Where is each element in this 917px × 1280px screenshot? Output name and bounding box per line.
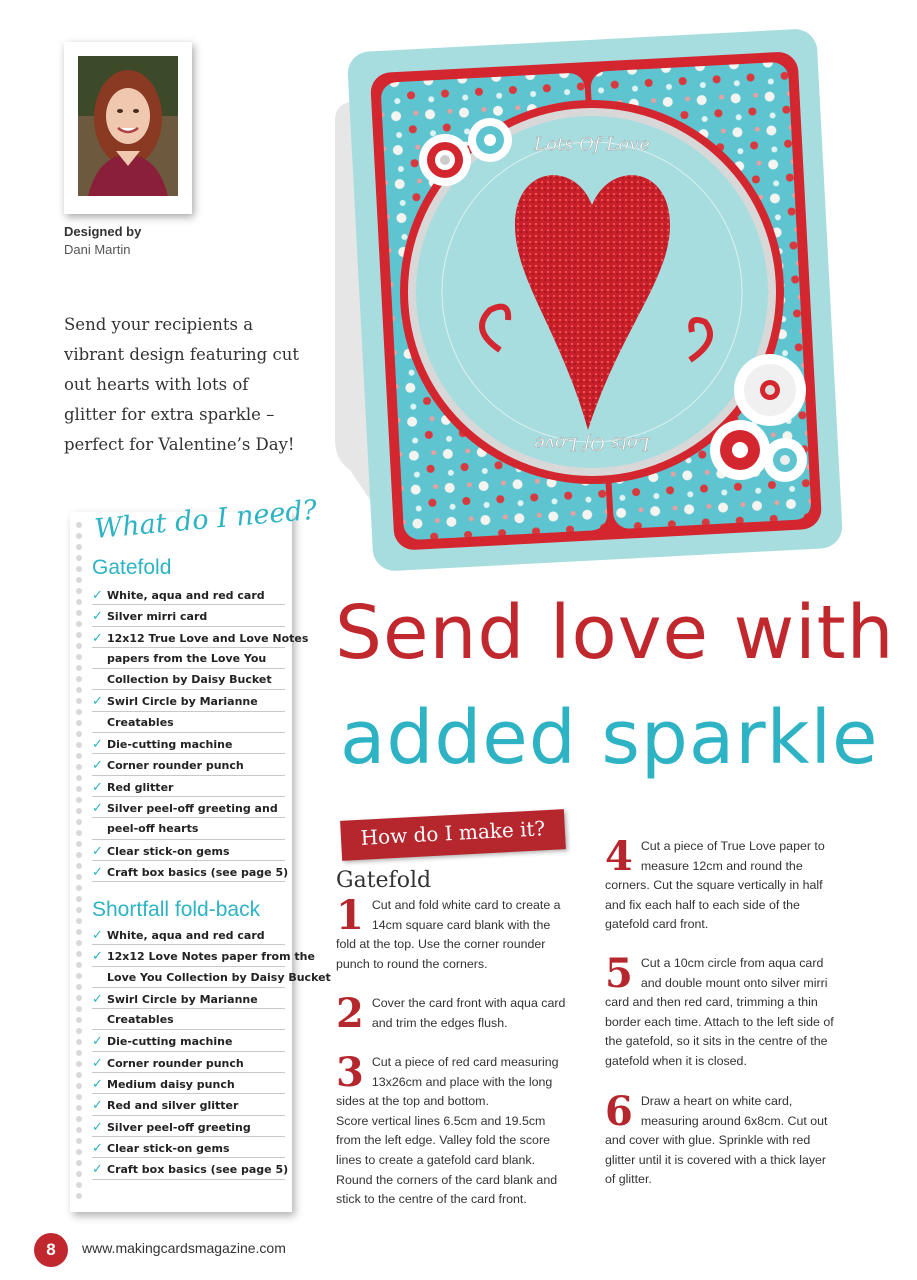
designer-photo-frame bbox=[64, 42, 192, 214]
list-item bbox=[92, 818, 285, 839]
checkmark-icon: ✓ bbox=[92, 949, 103, 965]
website-url[interactable]: www.makingcardsmagazine.com bbox=[82, 1240, 286, 1256]
list-item bbox=[92, 627, 309, 648]
notebook-hole bbox=[76, 533, 82, 539]
notebook-hole bbox=[76, 1039, 82, 1045]
list-item bbox=[92, 1009, 285, 1030]
notebook-hole bbox=[76, 742, 82, 748]
notebook-hole bbox=[76, 929, 82, 935]
notebook-hole bbox=[76, 984, 82, 990]
checkmark-icon: ✓ bbox=[92, 991, 103, 1007]
notebook-hole bbox=[76, 1028, 82, 1034]
step-text: Cut and fold white card to create a 14cm square card blank with the fold at the top. Use the corner rounder punch to round the corners. bbox=[336, 898, 561, 971]
notebook-hole bbox=[76, 852, 82, 858]
step-number: 4 bbox=[605, 833, 633, 880]
notebook-hole bbox=[76, 1072, 82, 1078]
list-item-text: Clear stick-on gems bbox=[107, 844, 230, 858]
notebook-hole bbox=[76, 1006, 82, 1012]
notebook-hole bbox=[76, 764, 82, 770]
checkmark-icon: ✓ bbox=[92, 779, 103, 795]
instructions-section-heading: Gatefold bbox=[336, 868, 432, 893]
step-text: Cover the card front with aqua card and trim the edges flush. bbox=[371, 996, 566, 1030]
notebook-hole bbox=[76, 1171, 82, 1177]
list-item-text: 12x12 Love Notes paper from the bbox=[107, 950, 315, 964]
list-item-text: Silver peel-off greeting and bbox=[107, 801, 278, 815]
list-item bbox=[92, 712, 285, 733]
list-item-text: Swirl Circle by Marianne bbox=[107, 992, 258, 1006]
list-item bbox=[92, 945, 315, 966]
list-item bbox=[92, 1094, 285, 1115]
notebook-hole bbox=[76, 995, 82, 1001]
shortfall-list bbox=[92, 924, 331, 1180]
what-do-i-need-heading: What do I need? bbox=[93, 494, 319, 545]
step-6 bbox=[605, 1088, 837, 1190]
list-item bbox=[92, 1030, 285, 1051]
notebook-hole bbox=[76, 698, 82, 704]
notebook-hole bbox=[76, 1083, 82, 1089]
notebook-hole bbox=[76, 687, 82, 693]
gatefold-list bbox=[92, 584, 309, 882]
notebook-hole bbox=[76, 665, 82, 671]
notebook-hole bbox=[76, 621, 82, 627]
step-text: Cut a 10cm circle from aqua card and double mount onto silver mirri card and then red card, trimming a thin border each time. Attach to the left side of the gatefold, so it sits in the centre of the gatefold when it is closed. bbox=[605, 956, 834, 1068]
checkmark-icon: ✓ bbox=[92, 758, 103, 774]
step-text-extra: Score vertical lines 6.5cm and 19.5cm from the left edge. Valley fold the score lines to create a gatefold card blank. Round the corners of the card blank and stick to the centre of the card front. bbox=[336, 1113, 558, 1207]
notebook-hole bbox=[76, 654, 82, 660]
list-item-text: White, aqua and red card bbox=[107, 589, 265, 602]
notebook-hole bbox=[76, 819, 82, 825]
list-item bbox=[92, 1137, 285, 1158]
list-item bbox=[92, 690, 285, 711]
list-item-text: Die-cutting machine bbox=[107, 738, 233, 752]
list-item-text: Swirl Circle by Marianne bbox=[107, 695, 258, 709]
notebook-hole bbox=[76, 1017, 82, 1023]
list-item bbox=[92, 840, 285, 861]
card-illustration bbox=[330, 30, 850, 590]
checkmark-icon: ✓ bbox=[92, 1119, 103, 1135]
what-do-i-need-notebook bbox=[70, 494, 331, 1212]
list-item bbox=[92, 1052, 285, 1073]
list-item-text: Craft box basics (see page 5) bbox=[107, 865, 289, 879]
list-item-text: Silver mirri card bbox=[107, 610, 208, 624]
notebook-hole bbox=[76, 918, 82, 924]
list-item bbox=[92, 754, 285, 775]
list-item bbox=[92, 988, 285, 1009]
intro-text: Send your recipients a vibrant design featuring cut out hearts with lots of glitter for extra sparkle – perfect for Valentine’s Day! bbox=[64, 315, 299, 454]
notebook-hole bbox=[76, 643, 82, 649]
notebook-hole bbox=[76, 753, 82, 759]
notebook-hole bbox=[76, 720, 82, 726]
designer-name: Dani Martin bbox=[64, 242, 131, 257]
list-item bbox=[92, 1116, 285, 1137]
list-item-text: Love You Collection by Daisy Bucket bbox=[107, 970, 331, 984]
title-line-1: Send love with bbox=[335, 590, 895, 676]
notebook-hole bbox=[76, 775, 82, 781]
step-1 bbox=[336, 892, 568, 974]
notebook-hole bbox=[76, 830, 82, 836]
notebook-hole bbox=[76, 1094, 82, 1100]
notebook-hole bbox=[76, 896, 82, 902]
step-number: 3 bbox=[336, 1049, 364, 1096]
checkmark-icon: ✓ bbox=[92, 843, 103, 859]
notebook-hole bbox=[76, 907, 82, 913]
checkmark-icon: ✓ bbox=[92, 1034, 103, 1050]
list-item-text: Medium daisy punch bbox=[107, 1078, 235, 1092]
list-item bbox=[92, 776, 285, 797]
svg-text:Lots Of Love: Lots Of Love bbox=[534, 134, 650, 155]
list-item-text: peel-off hearts bbox=[107, 822, 199, 836]
step-2 bbox=[336, 990, 568, 1037]
list-item-text: Corner rounder punch bbox=[107, 1056, 244, 1070]
list-item bbox=[92, 605, 285, 626]
checkmark-icon: ✓ bbox=[92, 864, 103, 880]
list-item bbox=[92, 733, 285, 754]
notebook-hole bbox=[76, 709, 82, 715]
page-number: 8 bbox=[34, 1233, 68, 1267]
list-item bbox=[92, 669, 285, 690]
title-line-2: added sparkle bbox=[340, 695, 879, 781]
notebook-hole bbox=[76, 544, 82, 550]
list-item-text: Clear stick-on gems bbox=[107, 1141, 230, 1155]
notebook-hole bbox=[76, 1160, 82, 1166]
notebook-holes bbox=[76, 522, 82, 1204]
list-item bbox=[92, 924, 285, 945]
notebook-hole bbox=[76, 1182, 82, 1188]
list-item-text: White, aqua and red card bbox=[107, 929, 265, 942]
checkmark-icon: ✓ bbox=[92, 800, 103, 816]
notebook-hole bbox=[76, 1050, 82, 1056]
list-item bbox=[92, 1073, 285, 1094]
step-number: 5 bbox=[605, 950, 633, 997]
notebook-hole bbox=[76, 863, 82, 869]
designer-photo bbox=[78, 56, 178, 196]
list-item-text: Die-cutting machine bbox=[107, 1035, 233, 1049]
list-item-text: Red and silver glitter bbox=[107, 1099, 239, 1113]
checkmark-icon: ✓ bbox=[92, 630, 103, 646]
list-item-text: 12x12 True Love and Love Notes bbox=[107, 631, 309, 645]
list-item bbox=[92, 967, 331, 988]
step-number: 1 bbox=[336, 892, 364, 939]
checkmark-icon: ✓ bbox=[92, 1162, 103, 1178]
notebook-hole bbox=[76, 1061, 82, 1067]
notebook-hole bbox=[76, 577, 82, 583]
notebook-hole bbox=[76, 973, 82, 979]
checkmark-icon: ✓ bbox=[92, 737, 103, 753]
notebook-hole bbox=[76, 885, 82, 891]
notebook-hole bbox=[76, 962, 82, 968]
list-item-text: Craft box basics (see page 5) bbox=[107, 1163, 289, 1177]
list-item-text: Collection by Daisy Bucket bbox=[107, 673, 272, 687]
list-item-text: Creatables bbox=[107, 1013, 174, 1027]
step-text: Cut a piece of red card measuring 13x26cm and place with the long sides at the top and bottom. bbox=[336, 1055, 559, 1109]
checkmark-icon: ✓ bbox=[92, 1077, 103, 1093]
list-item bbox=[92, 797, 285, 818]
list-item-text: Silver peel-off greeting bbox=[107, 1120, 251, 1134]
step-4 bbox=[605, 833, 837, 935]
list-item-text: Creatables bbox=[107, 715, 174, 729]
notebook-hole bbox=[76, 676, 82, 682]
notebook-hole bbox=[76, 599, 82, 605]
notebook-hole bbox=[76, 566, 82, 572]
checkmark-icon: ✓ bbox=[92, 1055, 103, 1071]
notebook-hole bbox=[76, 797, 82, 803]
notebook-hole bbox=[76, 940, 82, 946]
gatefold-list-heading: Gatefold bbox=[92, 556, 172, 579]
notebook-hole bbox=[76, 1116, 82, 1122]
list-item-text: papers from the Love You bbox=[107, 651, 267, 665]
notebook-hole bbox=[76, 874, 82, 880]
notebook-hole bbox=[76, 632, 82, 638]
step-text: Draw a heart on white card, measuring around 6x8cm. Cut out and cover with glue. Sprinkle with red glitter until it is covered with a thick layer of glitter. bbox=[605, 1094, 828, 1187]
shortfall-list-heading: Shortfall fold-back bbox=[92, 898, 261, 921]
checkmark-icon: ✓ bbox=[92, 588, 103, 603]
notebook-hole bbox=[76, 1193, 82, 1199]
checkmark-icon: ✓ bbox=[92, 1140, 103, 1156]
notebook-hole bbox=[76, 588, 82, 594]
notebook-hole bbox=[76, 808, 82, 814]
how-do-i-make-it-banner bbox=[340, 809, 566, 861]
notebook-hole bbox=[76, 1149, 82, 1155]
notebook-hole bbox=[76, 522, 82, 528]
step-3 bbox=[336, 1049, 568, 1210]
list-item bbox=[92, 861, 289, 882]
list-item bbox=[92, 584, 285, 605]
step-text: Cut a piece of True Love paper to measure 12cm and round the corners. Cut the square vertically in half and fix each half to each side of the gatefold card front. bbox=[605, 839, 825, 932]
list-item bbox=[92, 648, 285, 669]
step-5 bbox=[605, 950, 837, 1072]
notebook-hole bbox=[76, 841, 82, 847]
notebook-hole bbox=[76, 1127, 82, 1133]
checkmark-icon: ✓ bbox=[92, 928, 103, 943]
notebook-hole bbox=[76, 731, 82, 737]
checkmark-icon: ✓ bbox=[92, 1098, 103, 1114]
step-number: 2 bbox=[336, 990, 364, 1037]
designed-by-label: Designed by bbox=[64, 224, 142, 239]
checkmark-icon: ✓ bbox=[92, 609, 103, 625]
notebook-hole bbox=[76, 786, 82, 792]
notebook-hole bbox=[76, 1105, 82, 1111]
notebook-hole bbox=[76, 610, 82, 616]
notebook-hole bbox=[76, 555, 82, 561]
checkmark-icon: ✓ bbox=[92, 694, 103, 710]
list-item-text: Corner rounder punch bbox=[107, 759, 244, 773]
notebook-hole bbox=[76, 951, 82, 957]
svg-text:Lots Of Love: Lots Of Love bbox=[534, 433, 650, 454]
step-number: 6 bbox=[605, 1088, 633, 1135]
list-item bbox=[92, 1158, 289, 1179]
list-item-text: Red glitter bbox=[107, 780, 174, 794]
how-do-i-make-it-label: How do I make it? bbox=[360, 816, 546, 850]
notebook-hole bbox=[76, 1138, 82, 1144]
